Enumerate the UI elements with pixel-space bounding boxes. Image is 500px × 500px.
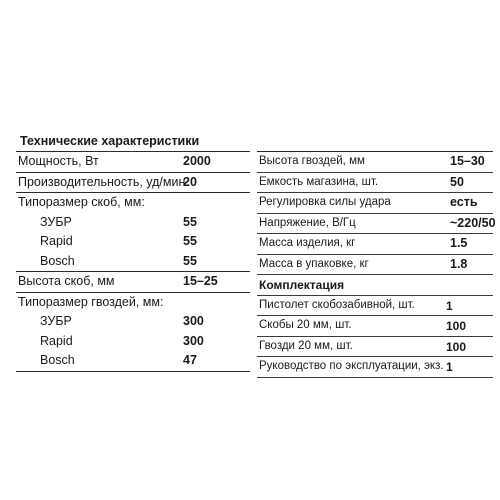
- spec-label: Емкость магазина, шт.: [259, 175, 379, 188]
- spec-label: Rapid: [40, 234, 73, 248]
- pack-row-nails: [257, 337, 493, 358]
- spec-value: 15–25: [183, 274, 218, 288]
- spec-value: 300: [183, 333, 204, 348]
- spec-value: 1.8: [450, 256, 468, 271]
- pack-value: 100: [446, 339, 467, 354]
- spec-row-weight: [257, 234, 493, 255]
- spec-row-magazine: [257, 173, 493, 194]
- pack-label: Руководство по эксплуатации, экз.: [259, 360, 444, 372]
- spec-row-packed-weight: [257, 255, 493, 276]
- specs-heading: Технические характеристики: [20, 134, 200, 148]
- spec-label: Масса в упаковке, кг: [259, 257, 369, 270]
- pack-value: 1: [446, 298, 453, 313]
- spec-label: Высота гвоздей, мм: [259, 155, 365, 167]
- spec-row-staple-rapid: [16, 232, 250, 252]
- spec-value: 300: [183, 314, 204, 328]
- spec-value: 15–30: [450, 154, 485, 168]
- spec-value: 20: [183, 174, 197, 189]
- spec-value: 1.5: [450, 236, 468, 250]
- spec-row-impact-adjust: [257, 193, 493, 214]
- spec-label: Регулировка силы удара: [259, 196, 391, 208]
- pack-heading: Комплектация: [259, 278, 345, 292]
- spec-row-nail-height: [257, 151, 493, 173]
- spec-row-rate: [16, 173, 250, 194]
- spec-row-nail-bosch: [16, 351, 250, 372]
- pack-label: Скобы 20 мм, шт.: [259, 319, 352, 331]
- spec-row-staple-height: [16, 272, 250, 293]
- pack-label: Пистолет скобозабивной, шт.: [259, 298, 415, 311]
- spec-row-power: [16, 151, 250, 173]
- spec-row-nail-size-header: [16, 293, 250, 313]
- spec-label: Мощность, Вт: [18, 154, 99, 168]
- spec-row-voltage: [257, 214, 496, 235]
- spec-value: 55: [183, 253, 197, 268]
- spec-label: ЗУБР: [40, 314, 72, 328]
- pack-label: Гвозди 20 мм, шт.: [259, 339, 353, 352]
- right-spec-table: [257, 151, 496, 378]
- spec-value: 47: [183, 353, 197, 367]
- spec-label: Bosch: [40, 253, 75, 268]
- pack-heading-row: [257, 275, 493, 296]
- spec-label: ЗУБР: [40, 214, 72, 229]
- spec-value: ~220/50: [450, 215, 496, 230]
- spec-row-staple-bosch: [16, 252, 250, 273]
- spec-value: 55: [183, 234, 197, 248]
- spec-label: Напряжение, В/Гц: [259, 216, 356, 229]
- spec-value: 55: [183, 214, 197, 229]
- pack-row-manual: [257, 357, 493, 378]
- spec-value: есть: [450, 195, 478, 209]
- spec-value: 2000: [183, 154, 211, 168]
- pack-row-staples: [257, 316, 493, 337]
- pack-value: 1: [446, 360, 453, 374]
- spec-row-staple-zubr: [16, 213, 250, 233]
- spec-row-nail-rapid: [16, 332, 250, 352]
- spec-label: Bosch: [40, 353, 75, 367]
- spec-label: Высота скоб, мм: [18, 274, 115, 288]
- left-spec-table: [16, 151, 250, 372]
- spec-label: Типоразмер гвоздей, мм:: [18, 294, 164, 309]
- pack-value: 100: [446, 319, 467, 333]
- spec-label: Масса изделия, кг: [259, 237, 356, 249]
- pack-row-gun: [257, 296, 493, 317]
- spec-label: Типоразмер скоб, мм:: [18, 195, 145, 209]
- spec-label: Rapid: [40, 333, 73, 348]
- spec-row-nail-zubr: [16, 312, 250, 332]
- spec-label: Производительность, уд/мин: [18, 174, 186, 189]
- spec-row-staple-size-header: [16, 193, 250, 213]
- spec-value: 50: [450, 174, 464, 189]
